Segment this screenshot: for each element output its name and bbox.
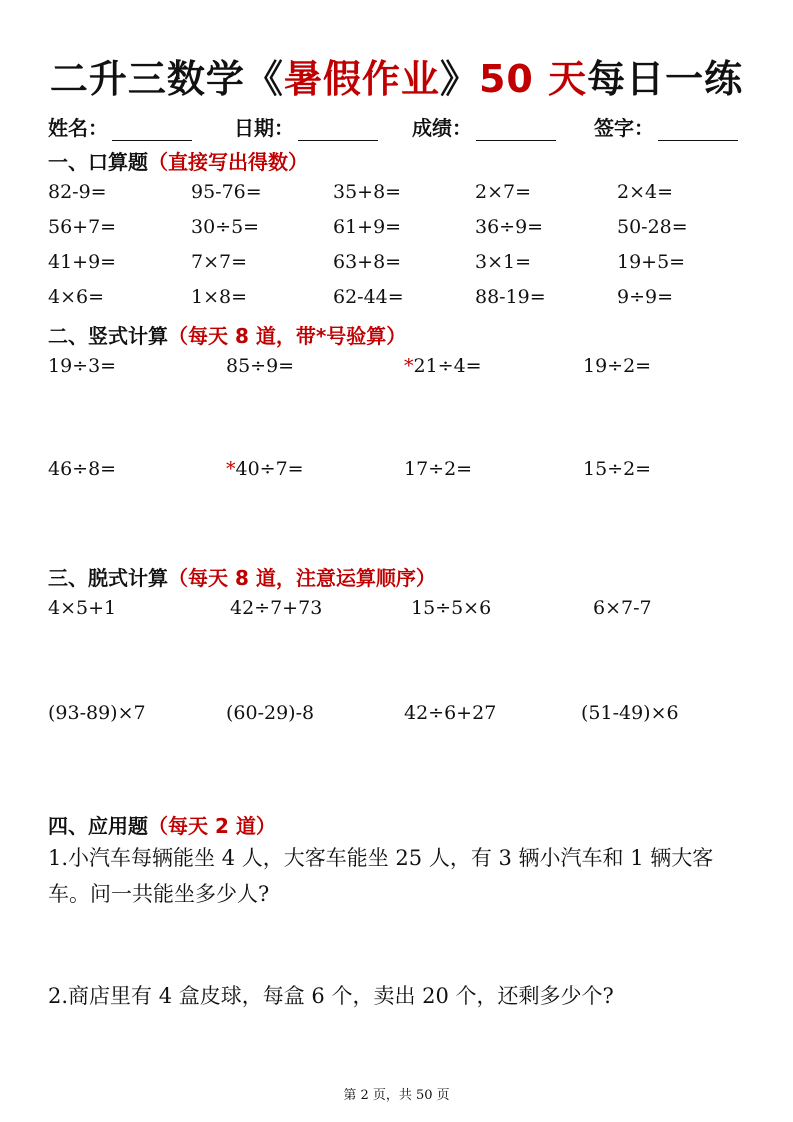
vertical-expr: 21÷4= xyxy=(413,355,482,377)
step-problem: (51-49)×6 xyxy=(581,702,679,724)
vertical-problem xyxy=(226,458,304,480)
oral-problem: 56+7= xyxy=(48,216,117,238)
vertical-expr: 19÷3= xyxy=(48,355,117,377)
section-2-note: （每天 8 道，带*号验算） xyxy=(168,324,407,348)
vertical-problem xyxy=(404,458,472,480)
page-title xyxy=(0,48,793,103)
word-problem-1: 1.小汽车每辆能坐 4 人，大客车能坐 25 人，有 3 辆小汽车和 1 辆大客车。问一共能坐多少人? xyxy=(48,846,714,906)
oral-problem: 95-76= xyxy=(191,181,262,203)
oral-problem: 7×7= xyxy=(191,251,248,273)
oral-row xyxy=(48,286,768,316)
section-1-note: （直接写出得数） xyxy=(148,150,308,174)
step-problem: 6×7-7 xyxy=(593,597,652,619)
title-part-3: 》 xyxy=(439,57,479,101)
oral-row xyxy=(48,251,768,281)
section-4-note: （每天 2 道） xyxy=(148,814,276,838)
section-1-title: 一、口算题 xyxy=(48,150,148,174)
name-field[interactable] xyxy=(48,112,192,141)
oral-problem: 3×1= xyxy=(475,251,532,273)
vertical-expr: 19÷2= xyxy=(583,355,652,377)
oral-problem: 4×6= xyxy=(48,286,105,308)
word-problem-2: 2.商店里有 4 盒皮球，每盒 6 个，卖出 20 个，还剩多少个? xyxy=(48,984,614,1008)
step-problem: 42÷6+27 xyxy=(404,702,497,724)
oral-problem: 41+9= xyxy=(48,251,117,273)
date-field[interactable] xyxy=(234,112,378,141)
section-2-heading xyxy=(48,320,406,349)
step-calc-row xyxy=(48,702,768,732)
section-1-heading xyxy=(48,146,308,175)
section-2-title: 二、竖式计算 xyxy=(48,324,168,348)
check-star: * xyxy=(226,458,236,480)
section-3-note: （每天 8 道，注意运算顺序） xyxy=(168,566,436,590)
oral-problem: 1×8= xyxy=(191,286,248,308)
vertical-problem xyxy=(226,355,294,377)
oral-problem: 82-9= xyxy=(48,181,107,203)
title-part-2: 暑假作业 xyxy=(283,57,440,101)
name-label: 姓名： xyxy=(48,116,108,140)
vertical-problem xyxy=(48,458,116,480)
oral-problem: 2×4= xyxy=(617,181,674,203)
oral-problem: 88-19= xyxy=(475,286,546,308)
page-footer: 第 2 页，共 50 页 xyxy=(343,1088,450,1103)
section-4-heading xyxy=(48,810,276,839)
oral-problem: 9÷9= xyxy=(617,286,674,308)
vertical-expr: 40÷7= xyxy=(235,458,304,480)
score-blank[interactable] xyxy=(476,122,556,141)
vertical-problem xyxy=(583,355,651,377)
oral-problem: 63+8= xyxy=(333,251,402,273)
title-part-5: 每日一练 xyxy=(587,57,744,101)
check-star: * xyxy=(404,355,414,377)
sign-label: 签字： xyxy=(594,116,654,140)
title-part-4: 50 天 xyxy=(478,57,588,101)
vertical-expr: 17÷2= xyxy=(404,458,473,480)
vertical-expr: 15÷2= xyxy=(583,458,652,480)
vertical-expr: 85÷9= xyxy=(226,355,295,377)
section-3-title: 三、脱式计算 xyxy=(48,566,168,590)
sign-blank[interactable] xyxy=(658,122,738,141)
step-problem: (93-89)×7 xyxy=(48,702,146,724)
vertical-expr: 46÷8= xyxy=(48,458,117,480)
step-problem: 4×5+1 xyxy=(48,597,117,619)
step-calc-row xyxy=(48,597,768,627)
oral-problem: 36÷9= xyxy=(475,216,544,238)
date-blank[interactable] xyxy=(298,122,378,141)
oral-problem: 2×7= xyxy=(475,181,532,203)
score-field[interactable] xyxy=(412,112,556,141)
section-3-heading xyxy=(48,562,436,591)
vertical-problem xyxy=(48,355,116,377)
title-part-1: 二升三数学《 xyxy=(49,57,284,101)
date-label: 日期： xyxy=(234,116,294,140)
step-problem: (60-29)-8 xyxy=(226,702,315,724)
step-problem: 15÷5×6 xyxy=(411,597,492,619)
score-label: 成绩： xyxy=(412,116,472,140)
oral-problem: 30÷5= xyxy=(191,216,260,238)
oral-row xyxy=(48,181,768,211)
step-problem: 42÷7+73 xyxy=(230,597,323,619)
name-blank[interactable] xyxy=(112,122,192,141)
section-4-title: 四、应用题 xyxy=(48,814,148,838)
student-info-bar xyxy=(48,112,748,138)
vertical-calc-row xyxy=(48,355,768,385)
vertical-calc-row xyxy=(48,458,768,488)
oral-problem: 35+8= xyxy=(333,181,402,203)
vertical-problem xyxy=(404,355,482,377)
oral-problem: 61+9= xyxy=(333,216,402,238)
oral-problem: 62-44= xyxy=(333,286,404,308)
oral-problem: 19+5= xyxy=(617,251,686,273)
oral-problem: 50-28= xyxy=(617,216,688,238)
oral-row xyxy=(48,216,768,246)
sign-field[interactable] xyxy=(594,112,738,141)
vertical-problem xyxy=(583,458,651,480)
